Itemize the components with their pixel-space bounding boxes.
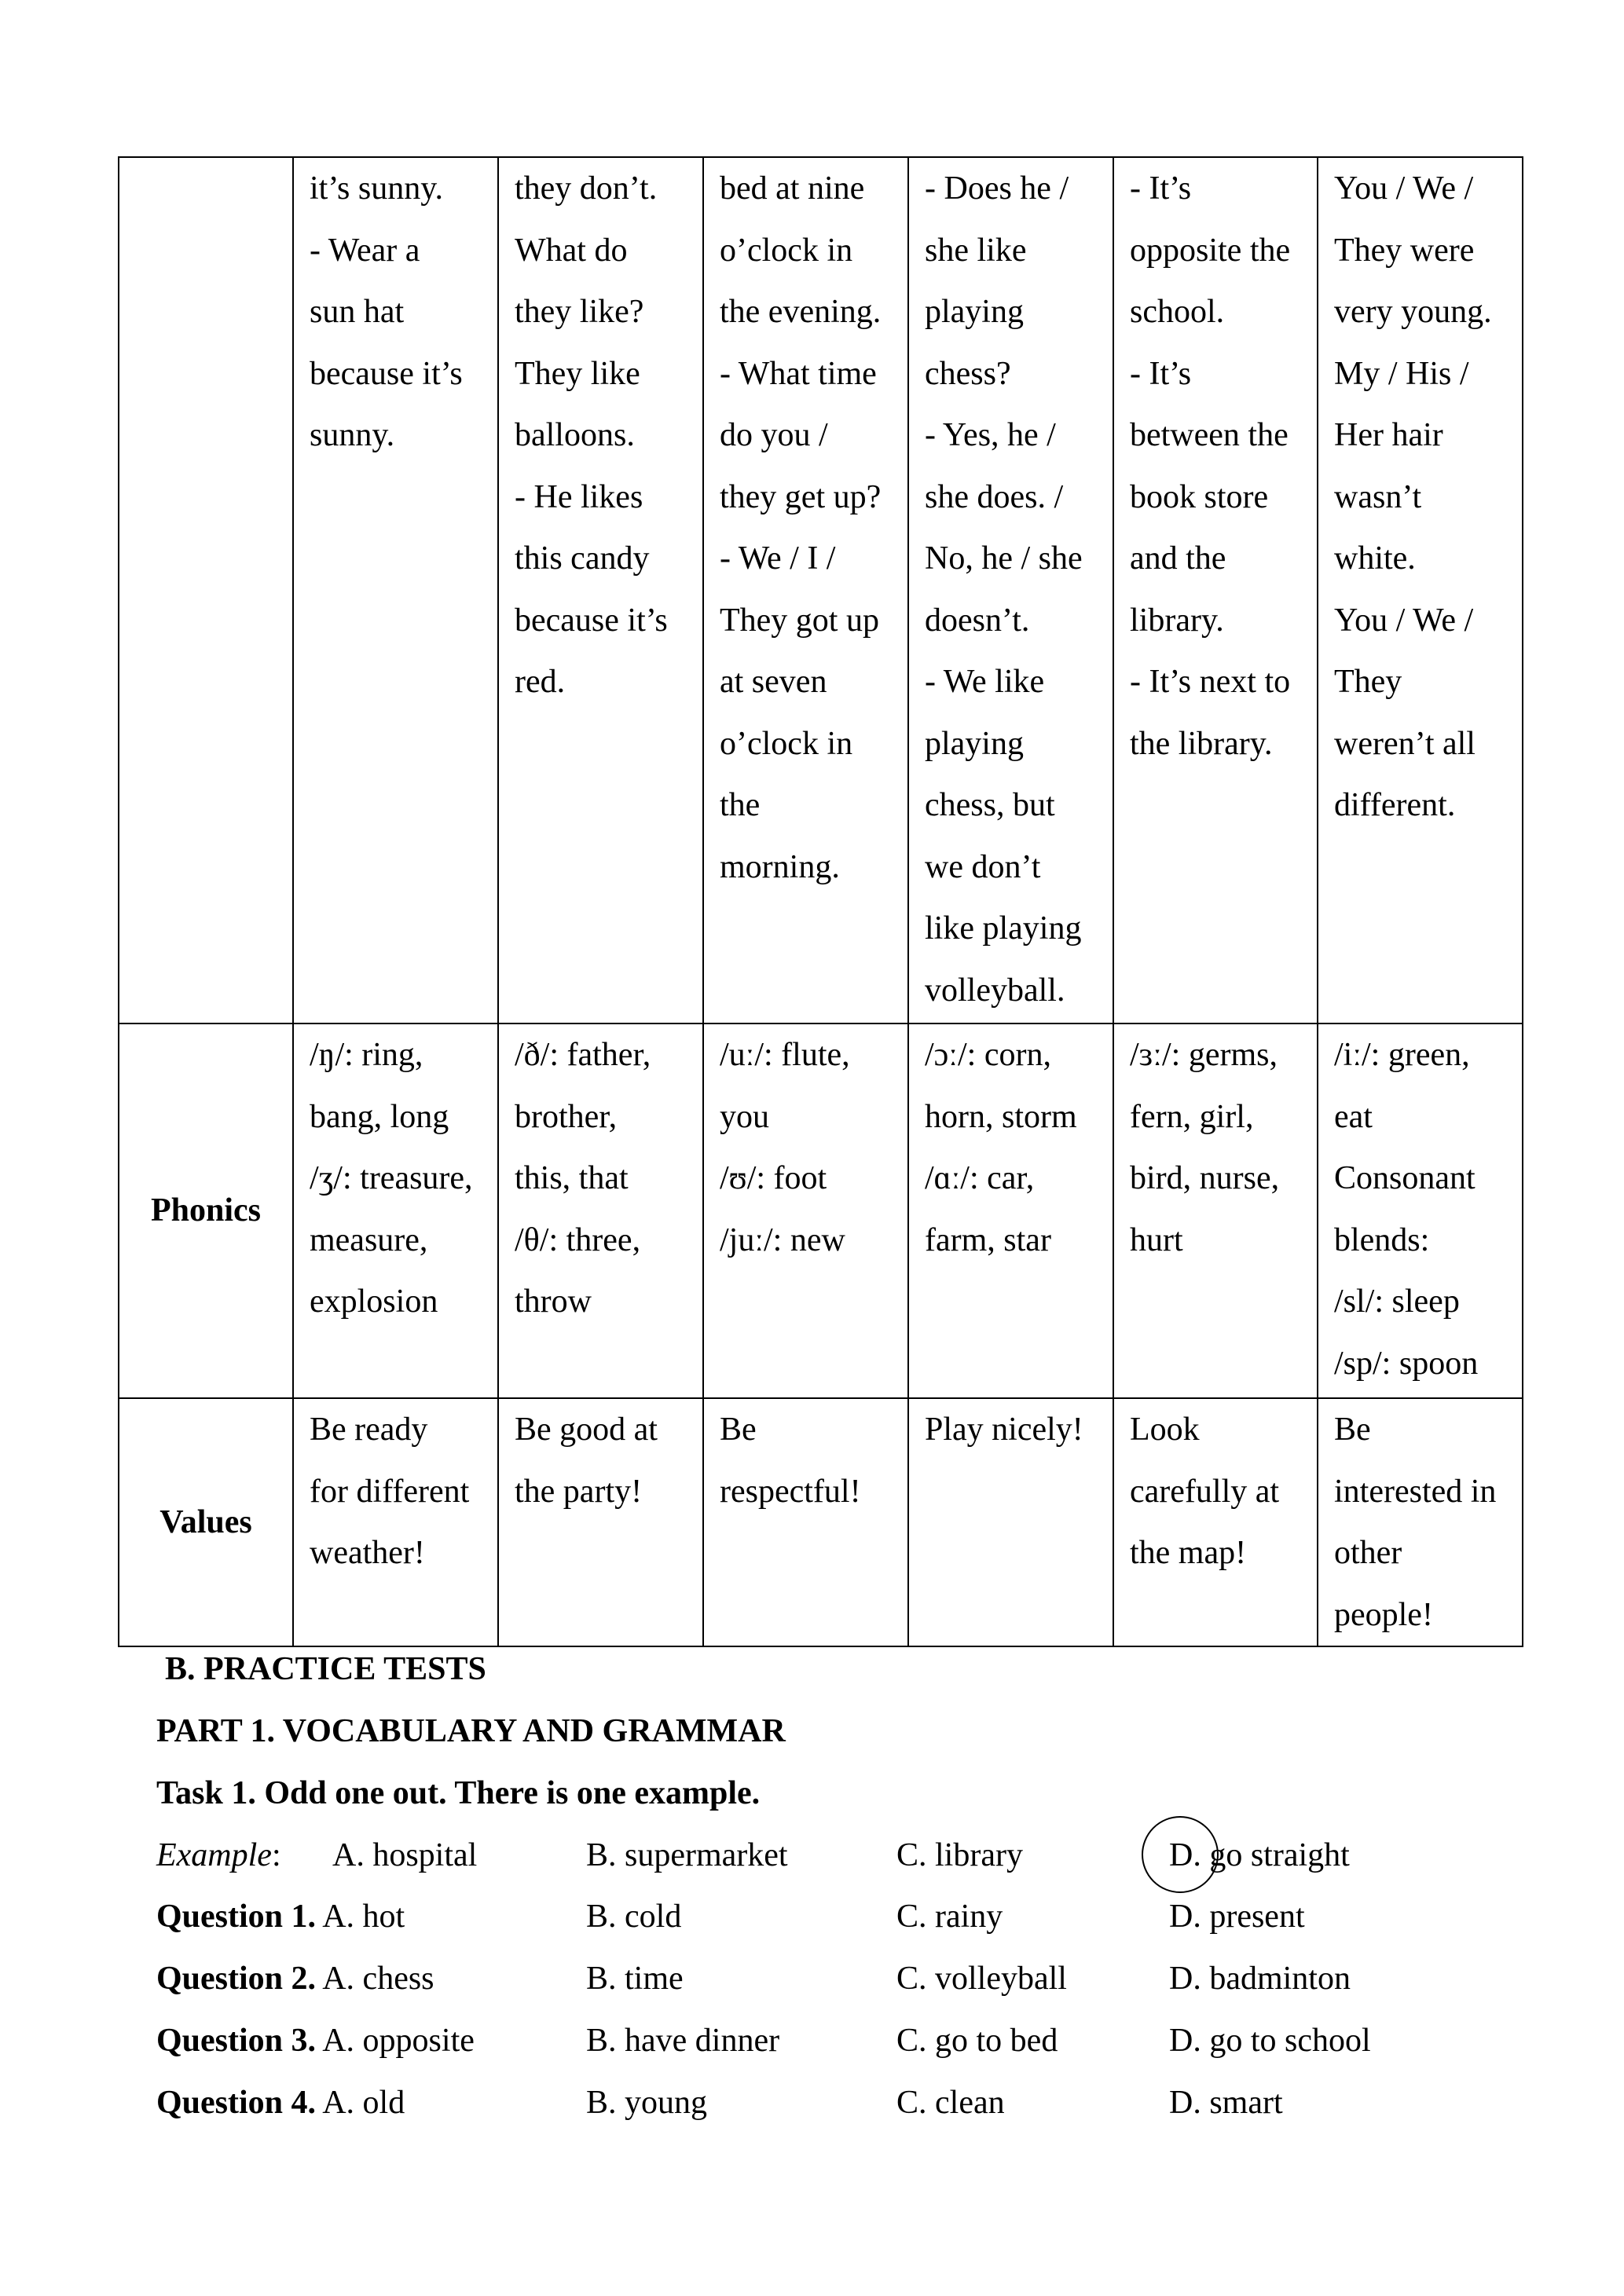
option-d: D. go to school <box>1169 2023 1371 2059</box>
table-cell <box>498 157 703 1023</box>
cell-line: Be <box>720 1412 757 1448</box>
cell-line: do you / <box>720 417 828 453</box>
cell-line: sunny. <box>310 417 395 453</box>
cell-line: library. <box>1130 602 1224 639</box>
cell-line: and the <box>1130 540 1226 577</box>
cell-line: /ŋ/: ring, <box>310 1037 423 1073</box>
cell-line: Be <box>1334 1412 1371 1448</box>
cell-line: she like <box>925 232 1027 269</box>
row-header <box>119 157 293 1023</box>
cell-line: bang, long <box>310 1098 449 1135</box>
cell-line: because it’s <box>310 355 463 392</box>
cell-line: They like <box>515 355 640 392</box>
cell-line: book store <box>1130 478 1269 515</box>
cell-line: red. <box>515 664 566 700</box>
cell-line: fern, girl, <box>1130 1098 1254 1135</box>
cell-line: You / We / <box>1334 170 1474 207</box>
table-cell <box>498 1398 703 1646</box>
cell-line: bed at nine <box>720 170 865 207</box>
option-a: A. opposite <box>322 2023 475 2059</box>
table-cell <box>293 157 498 1023</box>
cell-line: this candy <box>515 540 650 577</box>
cell-line: - It’s next to <box>1130 664 1291 700</box>
cell-line: o’clock in <box>720 725 853 762</box>
cell-line: white. <box>1334 540 1416 577</box>
cell-line: They were <box>1334 232 1475 269</box>
cell-line: playing <box>925 725 1024 762</box>
cell-line: chess, but <box>925 787 1055 823</box>
cell-line: school. <box>1130 294 1225 330</box>
part-title: PART 1. VOCABULARY AND GRAMMAR <box>156 1713 786 1749</box>
cell-line: they like? <box>515 294 644 330</box>
cell-line: balloons. <box>515 417 635 453</box>
row-header: Values <box>119 1398 293 1646</box>
option-b: B. have dinner <box>586 2023 780 2059</box>
cell-line: measure, <box>310 1221 428 1258</box>
table-cell <box>1318 1023 1523 1398</box>
cell-line: playing <box>925 294 1024 330</box>
row-header: Phonics <box>119 1023 293 1398</box>
cell-line: for different <box>310 1473 470 1510</box>
cell-line: farm, star <box>925 1221 1051 1258</box>
cell-line: at seven <box>720 664 827 700</box>
cell-line: brother, <box>515 1098 618 1135</box>
cell-line: /uː/: flute, <box>720 1037 850 1073</box>
cell-line: throw <box>515 1283 592 1320</box>
cell-line: You / We / <box>1334 602 1474 639</box>
option-d: D. go straight <box>1169 1837 1350 1873</box>
cell-line: Her hair <box>1334 417 1443 453</box>
cell-line: Be good at <box>515 1412 658 1448</box>
cell-line: No, he / she <box>925 540 1083 577</box>
cell-line: horn, storm <box>925 1098 1077 1135</box>
option-c: C. library <box>896 1837 1023 1873</box>
cell-line: opposite the <box>1130 232 1291 269</box>
cell-line: /θ/: three, <box>515 1221 641 1258</box>
option-c: C. rainy <box>896 1899 1003 1935</box>
question-label <box>156 2072 405 2133</box>
cell-line: /sl/: sleep <box>1334 1283 1460 1320</box>
cell-line: /ɑː/: car, <box>925 1160 1035 1196</box>
option-c: C. go to bed <box>896 2023 1058 2059</box>
cell-line: o’clock in <box>720 232 853 269</box>
table-cell <box>703 1398 908 1646</box>
option-a: A. old <box>322 2085 405 2121</box>
table-cell <box>703 157 908 1023</box>
cell-line: because it’s <box>515 602 668 639</box>
cell-line: you <box>720 1098 769 1135</box>
section-title: B. PRACTICE TESTS <box>165 1651 486 1687</box>
answer-circle <box>1142 1816 1219 1893</box>
table-cell <box>908 1023 1113 1398</box>
question-label <box>156 1948 434 2009</box>
example-label <box>156 1825 281 1886</box>
cell-line: wasn’t <box>1334 478 1422 515</box>
cell-line: - We like <box>925 664 1045 700</box>
option-b: B. cold <box>586 1899 682 1935</box>
table-row <box>119 157 1523 1023</box>
question-label <box>156 1886 405 1947</box>
cell-line: chess? <box>925 355 1011 392</box>
option-c: C. volleyball <box>896 1961 1067 1997</box>
cell-line: the party! <box>515 1473 643 1510</box>
table-cell <box>1113 1398 1318 1646</box>
table-cell <box>293 1398 498 1646</box>
cell-line: morning. <box>720 848 840 885</box>
option-c: C. clean <box>896 2085 1005 2121</box>
cell-line: - Yes, he / <box>925 417 1056 453</box>
cell-line: different. <box>1334 787 1456 823</box>
cell-line: weather! <box>310 1535 425 1571</box>
option-d: D. badminton <box>1169 1961 1351 1997</box>
cell-line: bird, nurse, <box>1130 1160 1280 1196</box>
cell-line: Look <box>1130 1412 1200 1448</box>
option-a: A. hospital <box>332 1837 478 1873</box>
question-number: Question 2. <box>156 1961 317 1997</box>
table-cell <box>908 1398 1113 1646</box>
cell-line: they don’t. <box>515 170 658 207</box>
cell-line: we don’t <box>925 848 1041 885</box>
cell-line: /iː/: green, <box>1334 1037 1470 1073</box>
cell-line: /ð/: father, <box>515 1037 651 1073</box>
cell-line: - What time <box>720 355 877 392</box>
option-b: B. supermarket <box>586 1837 788 1873</box>
cell-line: My / His / <box>1334 355 1469 392</box>
cell-line: /ɔː/: corn, <box>925 1037 1051 1073</box>
table-cell <box>1318 157 1523 1023</box>
cell-line: weren’t all <box>1334 725 1476 762</box>
example-label-text: Example <box>156 1837 272 1873</box>
cell-line: like playing <box>925 910 1082 947</box>
cell-line: /ʊ/: foot <box>720 1160 827 1196</box>
cell-line: doesn’t. <box>925 602 1030 639</box>
option-a: A. chess <box>322 1961 434 1997</box>
cell-line: /sp/: spoon <box>1334 1345 1479 1382</box>
cell-line: eat <box>1334 1098 1373 1135</box>
example-colon: : <box>271 1837 281 1873</box>
cell-line: very young. <box>1334 294 1492 330</box>
cell-line: people! <box>1334 1596 1433 1633</box>
table-cell <box>1113 157 1318 1023</box>
cell-line: the <box>720 787 761 823</box>
question-number: Question 3. <box>156 2023 317 2059</box>
cell-line: - Does he / <box>925 170 1069 207</box>
table-row <box>119 1023 1523 1398</box>
cell-line: it’s sunny. <box>310 170 443 207</box>
cell-line: /ɜː/: germs, <box>1130 1037 1278 1073</box>
cell-line: between the <box>1130 417 1289 453</box>
option-d: D. smart <box>1169 2085 1283 2121</box>
cell-line: hurt <box>1130 1221 1183 1258</box>
cell-line: the evening. <box>720 294 882 330</box>
cell-line: the library. <box>1130 725 1273 762</box>
cell-line: - It’s <box>1130 355 1192 392</box>
cell-line: - He likes <box>515 478 643 515</box>
cell-line: /juː/: new <box>720 1221 845 1258</box>
cell-line: Play nicely! <box>925 1412 1083 1448</box>
question-number: Question 1. <box>156 1899 317 1935</box>
option-b: B. young <box>586 2085 708 2121</box>
cell-line: - We / I / <box>720 540 836 577</box>
table-cell <box>498 1023 703 1398</box>
cell-line: respectful! <box>720 1473 861 1510</box>
cell-line: Be ready <box>310 1412 428 1448</box>
cell-line: What do <box>515 232 628 269</box>
cell-line: she does. / <box>925 478 1064 515</box>
question-number: Question 4. <box>156 2085 317 2121</box>
cell-line: /ʒ/: treasure, <box>310 1160 473 1196</box>
table-cell <box>1318 1398 1523 1646</box>
table-cell <box>293 1023 498 1398</box>
cell-line: They <box>1334 664 1402 700</box>
cell-line: carefully at <box>1130 1473 1280 1510</box>
cell-line: volleyball. <box>925 972 1065 1009</box>
cell-line: - It’s <box>1130 170 1192 207</box>
option-d: D. present <box>1169 1899 1305 1935</box>
option-b: B. time <box>586 1961 684 1997</box>
cell-line: - Wear a <box>310 232 420 269</box>
table-row <box>119 1398 1523 1646</box>
table-cell <box>908 157 1113 1023</box>
option-a: A. hot <box>322 1899 405 1935</box>
table-cell <box>1113 1023 1318 1398</box>
task-title: Task 1. Odd one out. There is one example. <box>156 1775 761 1811</box>
cell-line: Consonant <box>1334 1160 1476 1196</box>
curriculum-table <box>118 156 1523 1647</box>
cell-line: the map! <box>1130 1535 1247 1571</box>
cell-line: sun hat <box>310 294 405 330</box>
cell-line: they get up? <box>720 478 882 515</box>
cell-line: other <box>1334 1535 1402 1571</box>
cell-line: They got up <box>720 602 879 639</box>
table-cell <box>703 1023 908 1398</box>
cell-line: this, that <box>515 1160 629 1196</box>
cell-line: interested in <box>1334 1473 1497 1510</box>
cell-line: blends: <box>1334 1221 1430 1258</box>
cell-line: explosion <box>310 1283 438 1320</box>
question-label <box>156 2010 475 2071</box>
